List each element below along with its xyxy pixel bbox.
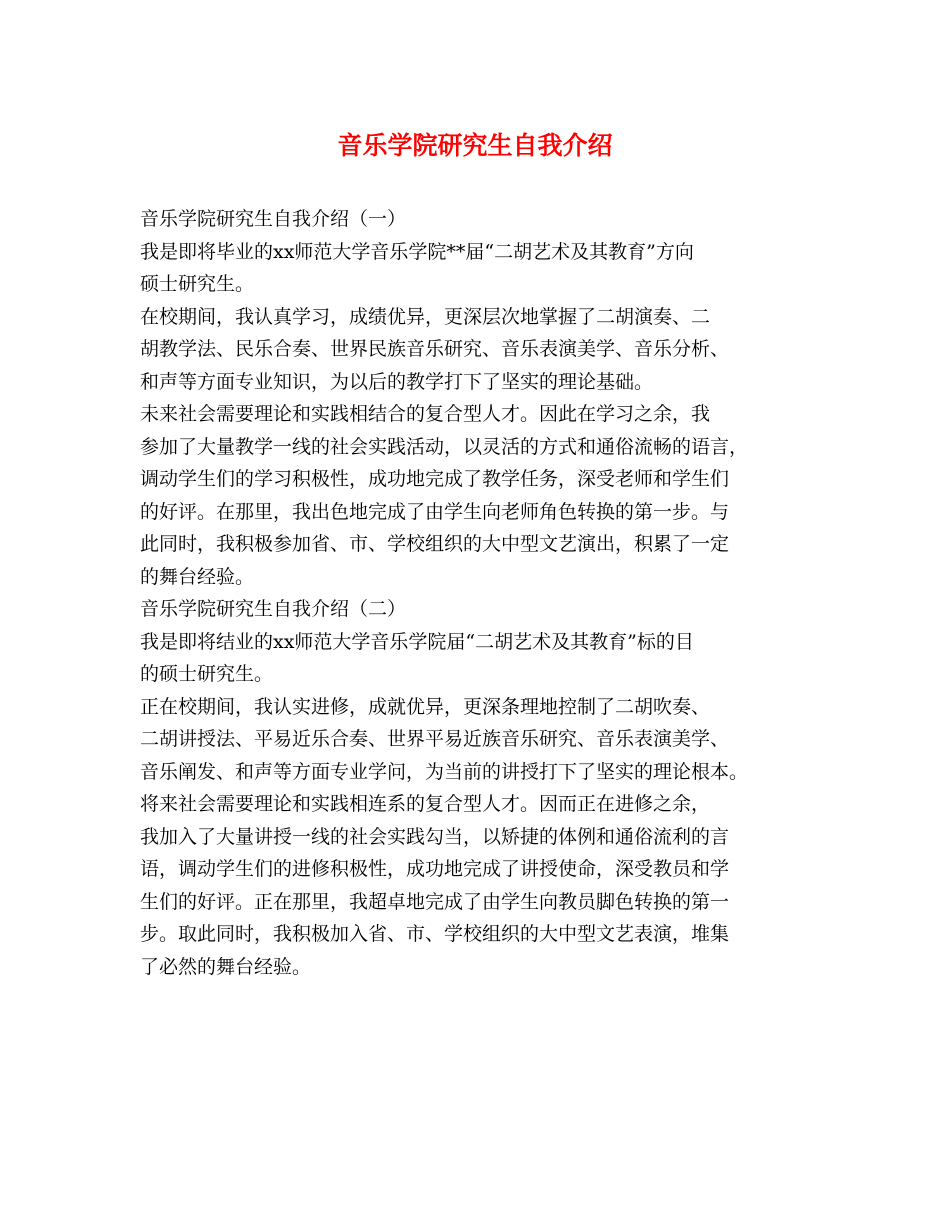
text-line: 我加入了大量讲授一线的社会实践勾当，以矫捷的体例和通俗流利的言: [140, 825, 730, 848]
text-line: 我是即将结业的xx师范大学音乐学院届“二胡艺术及其教育”标的目: [140, 630, 694, 653]
text-line: 将来社会需要理论和实践相连系的复合型人才。因而正在进修之余，: [140, 793, 711, 815]
paragraph: [140, 398, 830, 593]
text-line: 步。取此同时，我积极加入省、市、学校组织的大中型文艺表演，堆集: [140, 923, 730, 945]
text-line: 胡教学法、民乐合奏、世界民族音乐研究、音乐表演美学、音乐分析、: [140, 338, 730, 360]
text-line: 在校期间，我认真学习，成绩优异，更深层次地掌握了二胡演奏、二: [140, 305, 711, 328]
text-line: 的舞台经验。: [140, 565, 255, 588]
paragraph: [140, 203, 830, 236]
text-line: 我是即将毕业的xx师范大学音乐学院**届“二胡艺术及其教育”方向: [140, 240, 694, 263]
text-line: 的硕士研究生。: [140, 663, 274, 685]
text-line: 参加了大量教学一线的社会实践活动，以灵活的方式和通俗流畅的语言，: [140, 435, 749, 458]
paragraph: [140, 691, 830, 789]
text-line: 音乐阐发、和声等方面专业学问，为当前的讲授打下了坚实的理论根本。: [140, 760, 749, 783]
text-line: 调动学生们的学习积极性，成功地完成了教学任务，深受老师和学生们: [140, 468, 730, 490]
text-line: 未来社会需要理论和实践相结合的复合型人才。因此在学习之余，我: [140, 403, 711, 425]
text-line: 音乐学院研究生自我介绍（一）: [140, 208, 407, 230]
text-line: 音乐学院研究生自我介绍（二）: [140, 598, 407, 620]
text-line: 此同时，我积极参加省、市、学校组织的大中型文艺演出，积累了一定: [140, 533, 730, 555]
paragraph: [140, 788, 830, 983]
text-line: 正在校期间，我认实进修，成就优异，更深条理地控制了二胡吹奏、: [140, 695, 711, 718]
document-body: [140, 203, 830, 983]
paragraph: [140, 593, 830, 626]
document-title: 音乐学院研究生自我介绍: [337, 131, 613, 160]
paragraph: [140, 236, 830, 301]
text-line: 了必然的舞台经验。: [140, 955, 312, 978]
paragraph: [140, 626, 830, 691]
paragraph: [140, 301, 830, 399]
text-line: 的好评。在那里，我出色地完成了由学生向老师角色转换的第一步。与: [140, 500, 730, 523]
text-line: 硕士研究生。: [140, 273, 255, 295]
text-line: 和声等方面专业知识，为以后的教学打下了坚实的理论基础。: [140, 370, 654, 393]
text-line: 语，调动学生们的进修积极性，成功地完成了讲授使命，深受教员和学: [140, 858, 730, 880]
text-line: 生们的好评。正在那里，我超卓地完成了由学生向教员脚色转换的第一: [140, 890, 730, 913]
text-line: 二胡讲授法、平易近乐合奏、世界平易近族音乐研究、音乐表演美学、: [140, 728, 730, 750]
